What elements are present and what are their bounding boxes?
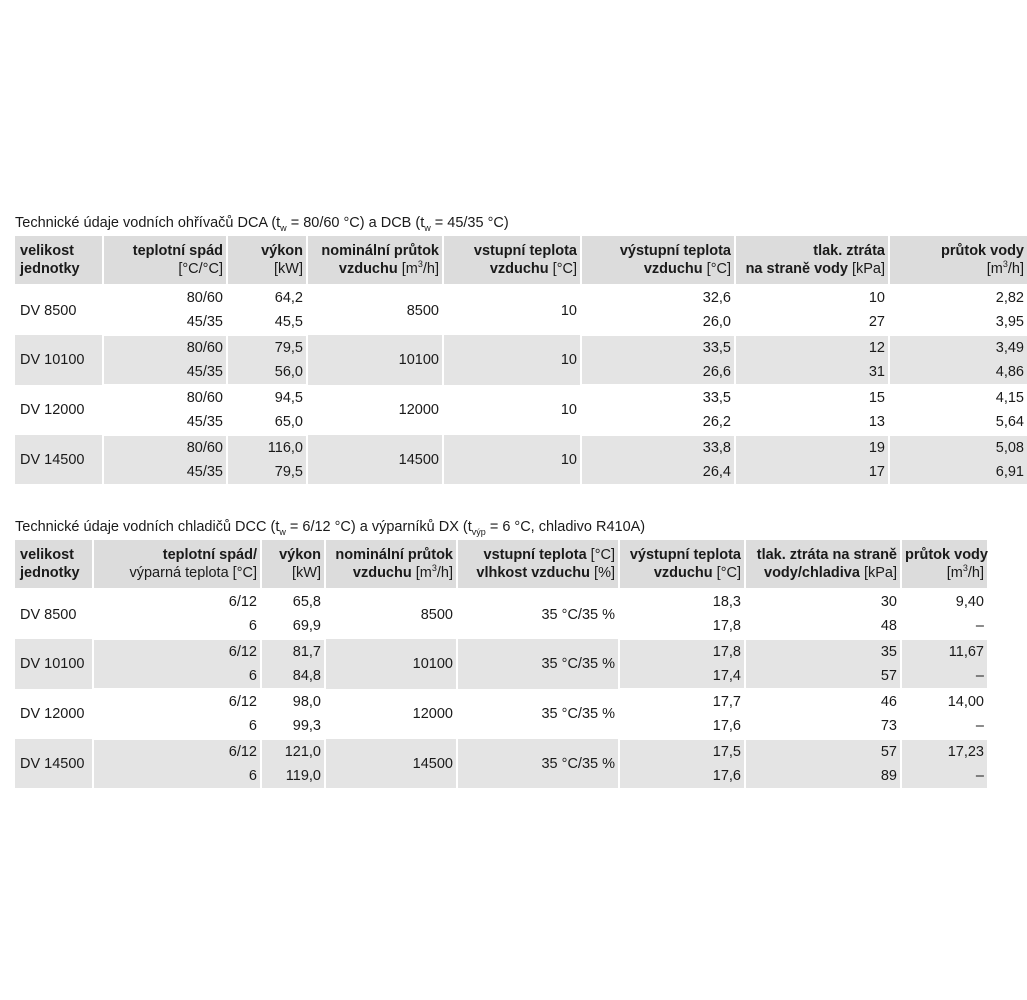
cooling-title-prefix: Technické údaje vodních chladičů DCC (t bbox=[15, 519, 280, 535]
cooling-title-suffix: = 6 °C, chladivo R410A) bbox=[485, 519, 646, 535]
outlet-temp-cell: 17,6 bbox=[619, 714, 745, 739]
header-unit-end: /h] bbox=[967, 565, 984, 581]
unit-cell: DV 10100 bbox=[15, 335, 103, 385]
outlet-temp-cell: 26,6 bbox=[581, 360, 735, 385]
pressure-loss-cell: 57 bbox=[745, 739, 901, 764]
header-sup: 3 bbox=[1002, 259, 1008, 270]
header-line1: tlak. ztráta bbox=[813, 243, 885, 259]
inlet-temp-cell: 35 °C/35 % bbox=[457, 689, 619, 739]
water-flow-cell: 17,23 bbox=[901, 739, 987, 764]
header-line1: výstupní teplota bbox=[629, 547, 741, 563]
pressure-loss-cell: 31 bbox=[735, 360, 889, 385]
gradient-cell: 6/12 bbox=[93, 589, 261, 614]
header-line1: průtok vody bbox=[941, 243, 1024, 259]
outlet-temp-cell: 33,5 bbox=[581, 385, 735, 410]
header-line1: velikost bbox=[20, 547, 74, 563]
header-unit-part: [%] bbox=[590, 565, 615, 581]
cooling-title-sub1: w bbox=[279, 526, 286, 537]
header-line2: [kW] bbox=[292, 565, 321, 581]
header-cell-water-flow bbox=[901, 540, 987, 589]
header-line2 bbox=[311, 260, 439, 278]
header-line1: výkon bbox=[261, 243, 303, 259]
unit-cell: DV 8500 bbox=[15, 285, 103, 335]
inlet-temp-cell: 10 bbox=[443, 435, 581, 484]
outlet-temp-cell: 33,8 bbox=[581, 435, 735, 460]
header-bold-part: vstupní teplota bbox=[483, 547, 587, 563]
power-cell: 116,0 bbox=[227, 435, 307, 460]
header-line2 bbox=[585, 260, 731, 278]
outlet-temp-cell: 17,8 bbox=[619, 639, 745, 664]
header-bold-part: vzduchu bbox=[489, 261, 549, 277]
unit-cell: DV 8500 bbox=[15, 589, 93, 639]
pressure-loss-cell: 12 bbox=[735, 335, 889, 360]
outlet-temp-cell: 33,5 bbox=[581, 335, 735, 360]
gradient-cell: 6/12 bbox=[93, 739, 261, 764]
header-cell-power bbox=[227, 236, 307, 285]
water-flow-cell: 9,40 bbox=[901, 589, 987, 614]
header-line2 bbox=[329, 564, 453, 582]
water-flow-cell: 3,49 bbox=[889, 335, 1027, 360]
header-bold-part: vzduchu bbox=[352, 565, 412, 581]
header-bold-part: vzduchu bbox=[338, 261, 398, 277]
unit-cell: DV 10100 bbox=[15, 639, 93, 689]
header-cell-air-flow bbox=[325, 540, 457, 589]
header-line2 bbox=[893, 260, 1024, 278]
power-cell: 65,0 bbox=[227, 410, 307, 435]
header-unit-end: /h] bbox=[1007, 261, 1024, 277]
pressure-loss-cell: 57 bbox=[745, 664, 901, 689]
air-flow-cell: 10100 bbox=[325, 639, 457, 689]
heating-table-body bbox=[15, 285, 1027, 484]
header-line2 bbox=[739, 260, 885, 278]
header-line2: jednotky bbox=[20, 565, 80, 581]
header-line1: vstupní teplota bbox=[473, 243, 577, 259]
water-flow-cell: 3,95 bbox=[889, 310, 1027, 335]
power-cell: 69,9 bbox=[261, 614, 325, 639]
header-cell-temp-gradient bbox=[93, 540, 261, 589]
power-cell: 64,2 bbox=[227, 285, 307, 310]
gradient-cell: 45/35 bbox=[103, 460, 227, 484]
heating-title-prefix: Technické údaje vodních ohřívačů DCA (t bbox=[15, 215, 281, 231]
header-unit-end: /h] bbox=[436, 565, 453, 581]
header-cell-air-flow bbox=[307, 236, 443, 285]
inlet-temp-cell: 10 bbox=[443, 335, 581, 385]
outlet-temp-cell: 17,6 bbox=[619, 764, 745, 788]
cooling-table-title bbox=[15, 518, 987, 540]
inlet-temp-cell: 10 bbox=[443, 385, 581, 435]
table-row bbox=[15, 285, 1027, 310]
water-flow-cell: 6,91 bbox=[889, 460, 1027, 484]
cooling-header-row bbox=[15, 540, 987, 589]
outlet-temp-cell: 32,6 bbox=[581, 285, 735, 310]
header-line2 bbox=[461, 564, 615, 582]
power-cell: 84,8 bbox=[261, 664, 325, 689]
pressure-loss-cell: 73 bbox=[745, 714, 901, 739]
header-line2 bbox=[749, 564, 897, 582]
gradient-cell: 6/12 bbox=[93, 639, 261, 664]
pressure-loss-cell: 30 bbox=[745, 589, 901, 614]
outlet-temp-cell: 18,3 bbox=[619, 589, 745, 614]
outlet-temp-cell: 17,8 bbox=[619, 614, 745, 639]
inlet-temp-cell: 35 °C/35 % bbox=[457, 589, 619, 639]
water-flow-cell: – bbox=[901, 664, 987, 689]
water-flow-cell: – bbox=[901, 764, 987, 788]
power-cell: 56,0 bbox=[227, 360, 307, 385]
header-cell-unit-size bbox=[15, 540, 93, 589]
unit-cell: DV 14500 bbox=[15, 435, 103, 484]
power-cell: 98,0 bbox=[261, 689, 325, 714]
outlet-temp-cell: 26,4 bbox=[581, 460, 735, 484]
header-line2 bbox=[905, 564, 984, 582]
header-cell-pressure-loss bbox=[735, 236, 889, 285]
header-line2: jednotky bbox=[20, 261, 80, 277]
header-line2 bbox=[447, 260, 577, 278]
header-line2 bbox=[623, 564, 741, 582]
air-flow-cell: 8500 bbox=[325, 589, 457, 639]
power-cell: 119,0 bbox=[261, 764, 325, 788]
outlet-temp-cell: 17,5 bbox=[619, 739, 745, 764]
table-row bbox=[15, 385, 1027, 410]
pressure-loss-cell: 35 bbox=[745, 639, 901, 664]
gradient-cell: 80/60 bbox=[103, 335, 227, 360]
heating-title-mid: = 80/60 °C) a DCB (t bbox=[286, 215, 425, 231]
gradient-cell: 6 bbox=[93, 614, 261, 639]
header-line2: [kW] bbox=[274, 261, 303, 277]
power-cell: 79,5 bbox=[227, 335, 307, 360]
header-unit-part: [°C] bbox=[586, 547, 615, 563]
inlet-temp-cell: 35 °C/35 % bbox=[457, 739, 619, 788]
water-flow-cell: 2,82 bbox=[889, 285, 1027, 310]
cooling-table bbox=[15, 540, 987, 788]
power-cell: 99,3 bbox=[261, 714, 325, 739]
header-line1: teplotní spád bbox=[132, 243, 223, 259]
header-line1 bbox=[461, 546, 615, 564]
outlet-temp-cell: 26,0 bbox=[581, 310, 735, 335]
header-unit-part: [m bbox=[397, 261, 418, 277]
table-row bbox=[15, 689, 987, 714]
gradient-cell: 80/60 bbox=[103, 285, 227, 310]
cooling-table-body bbox=[15, 589, 987, 788]
unit-cell: DV 14500 bbox=[15, 739, 93, 788]
heating-table-title bbox=[15, 214, 987, 236]
air-flow-cell: 12000 bbox=[325, 689, 457, 739]
heating-title-sub2: w bbox=[424, 222, 431, 233]
heating-header-row bbox=[15, 236, 1027, 285]
air-flow-cell: 14500 bbox=[325, 739, 457, 788]
heating-table bbox=[15, 236, 1027, 484]
header-cell-pressure-loss bbox=[745, 540, 901, 589]
pressure-loss-cell: 10 bbox=[735, 285, 889, 310]
power-cell: 121,0 bbox=[261, 739, 325, 764]
header-cell-outlet-temp bbox=[619, 540, 745, 589]
water-flow-cell: – bbox=[901, 714, 987, 739]
table-row bbox=[15, 335, 1027, 360]
water-flow-cell: 5,08 bbox=[889, 435, 1027, 460]
gradient-cell: 6 bbox=[93, 714, 261, 739]
header-cell-inlet-temp-humidity bbox=[457, 540, 619, 589]
header-cell-power bbox=[261, 540, 325, 589]
gradient-cell: 80/60 bbox=[103, 435, 227, 460]
cooling-title-mid: = 6/12 °C) a výparníků DX (t bbox=[285, 519, 472, 535]
header-bold-part: vzduchu bbox=[653, 565, 713, 581]
header-unit-part: [°C] bbox=[702, 261, 731, 277]
header-line1: průtok vody bbox=[905, 547, 988, 563]
pressure-loss-cell: 15 bbox=[735, 385, 889, 410]
gradient-cell: 6/12 bbox=[93, 689, 261, 714]
header-sup: 3 bbox=[962, 563, 968, 574]
header-sup: 3 bbox=[431, 563, 437, 574]
pressure-loss-cell: 46 bbox=[745, 689, 901, 714]
pressure-loss-cell: 19 bbox=[735, 435, 889, 460]
table-row bbox=[15, 639, 987, 664]
header-line1: nominální průtok bbox=[321, 243, 439, 259]
pressure-loss-cell: 13 bbox=[735, 410, 889, 435]
pressure-loss-cell: 48 bbox=[745, 614, 901, 639]
header-line1: výkon bbox=[279, 547, 321, 563]
power-cell: 65,8 bbox=[261, 589, 325, 614]
header-unit-part: [kPa] bbox=[847, 261, 885, 277]
cooling-section bbox=[15, 518, 987, 788]
outlet-temp-cell: 17,4 bbox=[619, 664, 745, 689]
heating-title-sub1: w bbox=[280, 222, 287, 233]
gradient-cell: 80/60 bbox=[103, 385, 227, 410]
air-flow-cell: 12000 bbox=[307, 385, 443, 435]
unit-cell: DV 12000 bbox=[15, 385, 103, 435]
header-unit-part: [m bbox=[986, 261, 1003, 277]
header-cell-temp-gradient bbox=[103, 236, 227, 285]
header-bold-part: vzduchu bbox=[643, 261, 703, 277]
header-unit-part: [m bbox=[411, 565, 432, 581]
pressure-loss-cell: 89 bbox=[745, 764, 901, 788]
header-bold-part: na straně vody bbox=[745, 261, 848, 277]
header-line2: [°C/°C] bbox=[178, 261, 223, 277]
header-line1: výstupní teplota bbox=[619, 243, 731, 259]
header-bold-part: vlhkost vzduchu bbox=[476, 565, 591, 581]
header-unit-part: [°C] bbox=[548, 261, 577, 277]
gradient-cell: 45/35 bbox=[103, 310, 227, 335]
inlet-temp-cell: 35 °C/35 % bbox=[457, 639, 619, 689]
header-line1: velikost bbox=[20, 243, 74, 259]
air-flow-cell: 10100 bbox=[307, 335, 443, 385]
cooling-title-sub2: výp bbox=[471, 526, 486, 537]
table-row bbox=[15, 589, 987, 614]
header-line1: nominální průtok bbox=[335, 547, 453, 563]
outlet-temp-cell: 26,2 bbox=[581, 410, 735, 435]
inlet-temp-cell: 10 bbox=[443, 285, 581, 335]
gradient-cell: 6 bbox=[93, 764, 261, 788]
power-cell: 79,5 bbox=[227, 460, 307, 484]
header-cell-water-flow bbox=[889, 236, 1027, 285]
header-line1: tlak. ztráta na straně bbox=[756, 547, 897, 563]
water-flow-cell: 4,86 bbox=[889, 360, 1027, 385]
unit-cell: DV 12000 bbox=[15, 689, 93, 739]
header-unit-part: [m bbox=[946, 565, 963, 581]
air-flow-cell: 14500 bbox=[307, 435, 443, 484]
header-line2: výparná teplota [°C] bbox=[129, 565, 257, 581]
water-flow-cell: 5,64 bbox=[889, 410, 1027, 435]
header-unit-end: /h] bbox=[422, 261, 439, 277]
outlet-temp-cell: 17,7 bbox=[619, 689, 745, 714]
header-cell-inlet-temp bbox=[443, 236, 581, 285]
pressure-loss-cell: 17 bbox=[735, 460, 889, 484]
heating-title-suffix: = 45/35 °C) bbox=[430, 215, 509, 231]
gradient-cell: 6 bbox=[93, 664, 261, 689]
water-flow-cell: 11,67 bbox=[901, 639, 987, 664]
gradient-cell: 45/35 bbox=[103, 360, 227, 385]
water-flow-cell: 14,00 bbox=[901, 689, 987, 714]
heating-section bbox=[15, 214, 1024, 484]
air-flow-cell: 8500 bbox=[307, 285, 443, 335]
table-row bbox=[15, 739, 987, 764]
gradient-cell: 45/35 bbox=[103, 410, 227, 435]
water-flow-cell: – bbox=[901, 614, 987, 639]
header-bold-part: vody/chladiva bbox=[764, 565, 860, 581]
power-cell: 81,7 bbox=[261, 639, 325, 664]
header-cell-outlet-temp bbox=[581, 236, 735, 285]
header-cell-unit-size bbox=[15, 236, 103, 285]
power-cell: 94,5 bbox=[227, 385, 307, 410]
table-row bbox=[15, 435, 1027, 460]
water-flow-cell: 4,15 bbox=[889, 385, 1027, 410]
header-line1: teplotní spád/ bbox=[162, 547, 257, 563]
header-sup: 3 bbox=[417, 259, 423, 270]
power-cell: 45,5 bbox=[227, 310, 307, 335]
pressure-loss-cell: 27 bbox=[735, 310, 889, 335]
header-unit-part: [°C] bbox=[712, 565, 741, 581]
header-unit-part: [kPa] bbox=[859, 565, 897, 581]
